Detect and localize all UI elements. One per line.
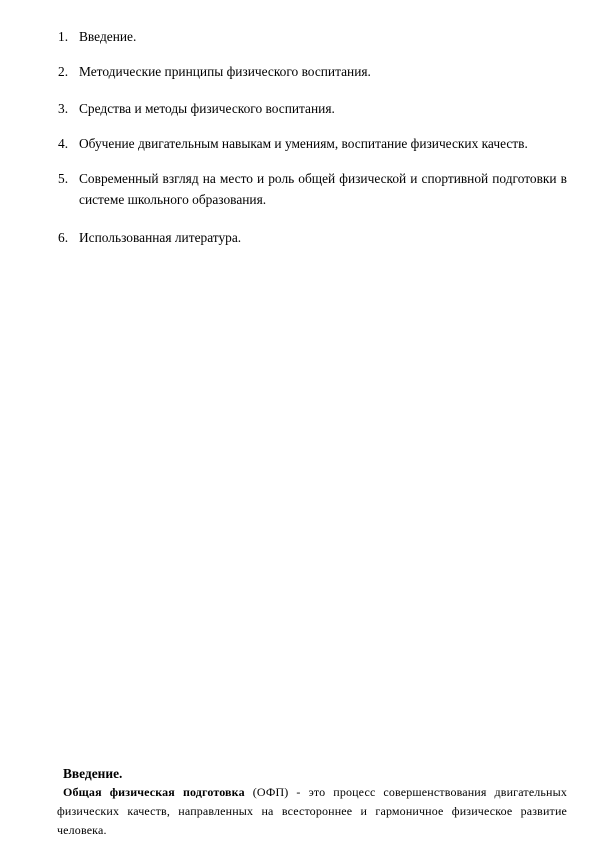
intro-paragraph: [57, 783, 567, 840]
intro-term: Общая физическая подготовка: [63, 785, 245, 799]
intro-line2: физических качеств, направленных на всестороннее и гармоничное физическое развитие человека.: [57, 804, 567, 837]
toc-item-number: 4.: [58, 136, 69, 151]
toc-item-number: 3.: [58, 101, 69, 116]
toc-item-text: Средства и методы физического воспитания.: [79, 101, 335, 116]
toc-item-text: Современный взгляд на место и роль общей физической и спортивной подготовки в системе школьного образования.: [79, 171, 567, 207]
toc-item-number: 5.: [58, 171, 69, 186]
toc-item-number: 2.: [58, 64, 69, 79]
toc-item-number: 1.: [58, 29, 69, 44]
section-heading-introduction: Введение.: [63, 766, 123, 781]
toc-item-text: Использованная литература.: [79, 230, 242, 245]
toc-item-text: Методические принципы физического воспитания.: [79, 64, 371, 79]
toc-item-text: Обучение двигательным навыкам и умениям, воспитание физических качеств.: [79, 136, 528, 151]
toc-item-text: Введение.: [79, 29, 137, 44]
intro-line1-rest: (ОФП) - это процесс совершенствования двигательных: [244, 785, 567, 799]
toc-item-number: 6.: [58, 230, 69, 245]
